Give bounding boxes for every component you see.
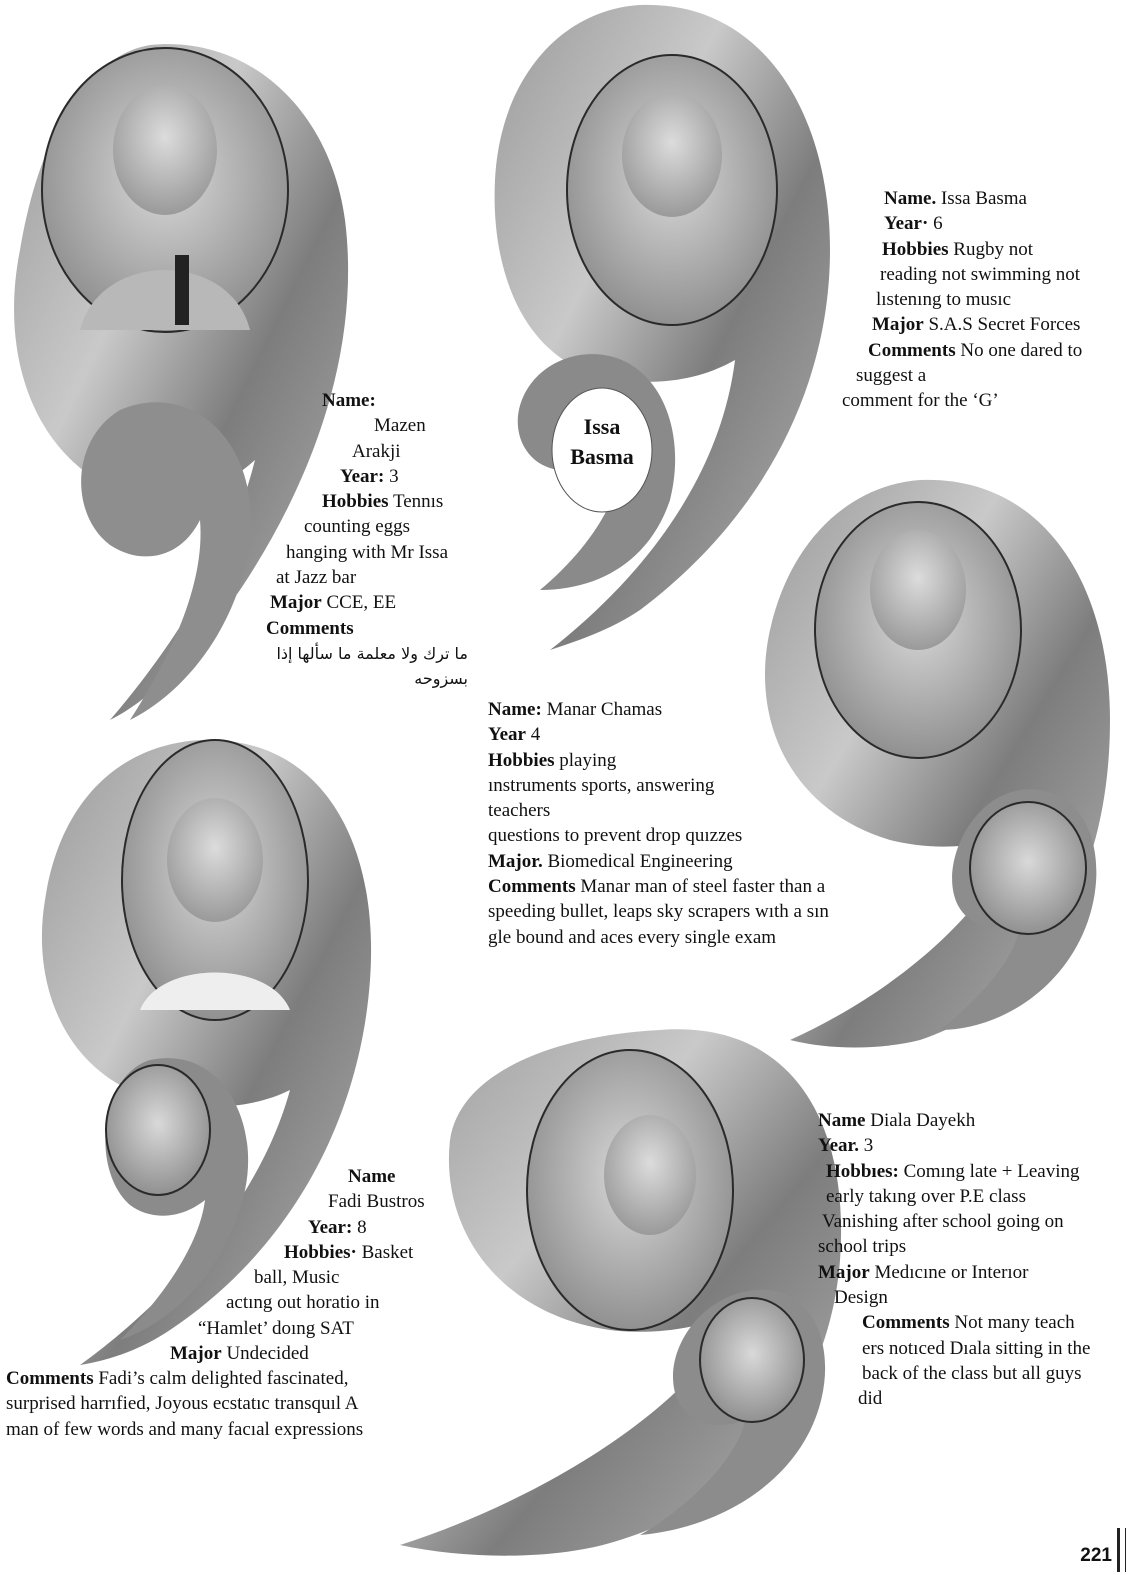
bio-text: at Jazz bar — [276, 567, 357, 589]
bio-text: school trips — [818, 1236, 907, 1258]
issa-name-label: Issa Basma — [570, 414, 634, 469]
bio-text: Mazen — [374, 415, 426, 437]
bio-label: Name: — [322, 390, 376, 411]
bio-label: Hobbies· — [284, 1241, 357, 1263]
bio-label: Hobbies — [322, 491, 389, 513]
bio-label: Major — [170, 1343, 222, 1365]
bio-label: Hobbıes: — [826, 1160, 899, 1182]
bio-text: Arakji — [352, 440, 401, 462]
nine-shape-top-center — [495, 5, 830, 650]
bio-label: Major — [872, 314, 924, 336]
bio-text: questions to prevent drop quızzes — [488, 825, 743, 847]
bio-label: Comments — [6, 1368, 94, 1389]
bio-text: Fadi Bustros — [328, 1191, 425, 1213]
page-edge-bar — [1117, 1528, 1120, 1572]
student-bio-diala: Name Diala Dayekh Year. 3 Hobbıes: Comıng late + Leaving early takıng over P.E class Vanishing after school going on school trips Major Medıcıne or Interıor Design Comments Not many teach ers notıced Dıala sitting in the back of the class but all guys did — [818, 1110, 1091, 1410]
bio-text: suggest a — [856, 365, 927, 387]
bio-text: early takıng over P.E class — [826, 1185, 1026, 1207]
bio-label: Year: — [340, 465, 385, 487]
bio-label: Major — [818, 1261, 870, 1283]
bio-text: back of the class but all guys — [862, 1362, 1082, 1384]
bio-text: reading not swimming not — [880, 263, 1081, 285]
bio-label: Name — [818, 1110, 866, 1131]
student-bio-fadi: Name Fadi Bustros Year: 8 Hobbies· Basket ball, Music actıng out horatio in “Hamlet’ doıng SAT Major Undecided — [170, 1166, 425, 1365]
bio-text: lıstenıng to musıc — [876, 289, 1012, 311]
bio-text: teachers — [488, 800, 551, 822]
student-bio-manar: Name: Manar Chamas Year 4 Hobbies playing ınstruments sports, answering teachers questions to prevent drop quızzes Major. Biomedical Engineering Comments Manar man of steel faster than a speeding bullet, leaps sky scrapers wıth a sın gle bound and aces every single exam — [488, 699, 829, 948]
student-bio-mazen: Name: Mazen Arakji Year: 3 Hobbies Tennıs counting eggs hanging with Mr Issa at Jazz bar Major CCE, EE Comments ما ترك ولا معلمة ما سألها إذا بسزوحه — [262, 388, 472, 692]
bio-text: counting eggs — [304, 516, 411, 538]
bio-label: Major — [270, 592, 322, 614]
bio-label: Major. — [488, 850, 543, 872]
student-comments-fadi: Comments Fadi’s calm delighted fascinated, surprised harrıfied, Joyous ecstatıc transquıl A man of few words and many facıal expressions — [6, 1368, 364, 1440]
bio-text: Vanishing after school going on — [822, 1211, 1064, 1233]
bio-label: Year — [488, 724, 526, 746]
bio-text: speeding bullet, leaps sky scrapers wıth a sın — [488, 901, 829, 923]
bio-text: “Hamlet’ doıng SAT — [198, 1317, 354, 1339]
bio-text: comment for the ‘G’ — [842, 390, 999, 412]
nine-shape-bottom-center — [400, 1029, 841, 1555]
arabic-comment-line: ما ترك ولا معلمة ما سألها إذا — [276, 643, 468, 663]
bio-label: Comments — [868, 339, 956, 361]
bio-label: Comments — [266, 617, 354, 639]
bio-label: Hobbies — [488, 749, 555, 771]
page-edge-bar — [1125, 1528, 1126, 1572]
bio-label: Year· — [884, 213, 929, 235]
bio-label: Hobbies — [882, 238, 949, 260]
page-number: 221 — [1080, 1545, 1112, 1566]
bio-label: Year. — [818, 1135, 859, 1157]
student-baby-photo-diala — [700, 1298, 804, 1422]
student-bio-issa: Name. Issa Basma Year· 6 Hobbies Rugby not reading not swimming not lıstenıng to musıc Major S.A.S Secret Forces Comments No one dared to suggest a comment for the ‘G’ — [842, 188, 1083, 412]
bio-text: ball, Music — [254, 1267, 340, 1289]
bio-text: actıng out horatio in — [226, 1292, 380, 1314]
arabic-comment-line: بسزوحه — [414, 669, 468, 689]
bio-text: hanging with Mr Issa — [286, 541, 449, 563]
bio-text: ınstruments sports, answering — [488, 774, 715, 796]
bio-label: Year: — [308, 1216, 353, 1238]
bio-text: gle bound and aces every single exam — [488, 926, 777, 948]
bio-label: Name: — [488, 699, 542, 720]
bio-text: ers notıced Dıala sitting in the — [862, 1337, 1091, 1359]
bio-text: did — [858, 1388, 883, 1410]
bio-label: Comments — [862, 1312, 950, 1334]
bio-label: Comments — [488, 876, 576, 898]
bio-text: surprised harrıfied, Joyous ecstatıc transquıl A — [6, 1393, 359, 1415]
bio-text: man of few words and many facıal expressions — [6, 1418, 364, 1440]
bio-label: Name. — [884, 188, 937, 209]
bio-text: Design — [834, 1287, 888, 1309]
student-baby-photo-manar — [970, 802, 1086, 934]
bio-label: Name — [348, 1166, 396, 1187]
